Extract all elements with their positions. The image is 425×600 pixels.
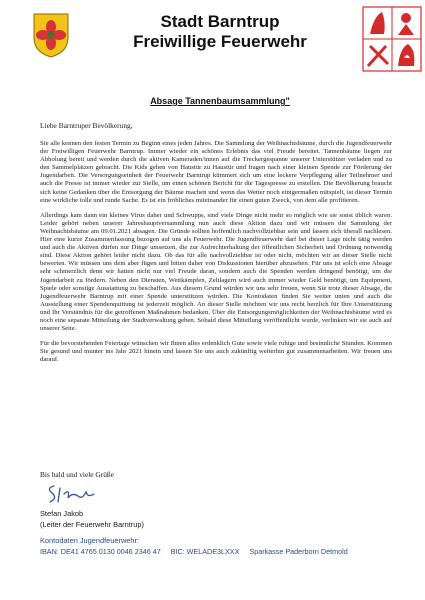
handwritten-signature — [44, 480, 104, 506]
fire-brigade-emblem-icon — [362, 6, 422, 72]
bank-iban: IBAN: DE41 4765 0130 0046 2346 47 — [40, 547, 161, 556]
signer-role: (Leiter der Feuerwehr Barntrup) — [40, 520, 144, 529]
signer-name: Stefan Jakob — [40, 509, 84, 518]
coat-of-arms-icon — [32, 12, 70, 58]
bank-heading: Kontodaten Jugendfeuerwehr: — [40, 536, 140, 545]
letter-body — [40, 140, 392, 371]
letterhead — [0, 0, 425, 78]
bank-bic: BIC: WELADE3LXXX — [170, 547, 240, 556]
paragraph-cancellation: Allerdings kam dann ein kleines Virus daher und Schwupps, sind viele Dinge nicht mehr so möglich wie sie sonst üblich waren. Leider gehört neben unserer Jahreshauptversammlung nun auch diese Aktion dazu und wir müssen die Sammlung der Weihnachtsbäume am 09.01.2021 absagen. Die Gründe sollten hoffentlich nachvollziehbar sein und lassen sich überall nachlesen. Hier eine kurze Zusammenfassung bezogen auf uns als Feuerwehr. Die Jugendfeuerwehr darf bei dieser Lage nicht tätig werden und auch die Aktiven dürfen nur Dinge umsetzen, die zur Aufrechterhaltung der öffentlichen Sicherheit und Ordnung notwendig sind. Diese Aktion gehört leider nicht dazu. Ob das für alle nachvollziehbar ist oder nicht, möchten wir an dieser Stelle nicht bewerten. Wir müssen uns dem aber fügen und bitten daher von Diskussionen hierüber abzusehen. Für uns ist solch eine Absage sehr schmerzlich denn wir hatten nicht nur viel Freude daran, sondern auch die Spenden werden dringend benötigt, um die Jugendarbeit zu fördern. Neben den Diensten, Wettkämpfen, Zeltlagern wird auch immer wieder Geld benötigt, um Equipment, Spiele oder sonstige Ausstattung zu beschaffen. Aus diesem Grund würden wir uns sehr freuen, wenn Sie trotz dieser Absage, die Jugendfeuerwehr Barntrup mit einer Spende unterstützen würden. Die Kontodaten finden Sie weiter unten und auch die Ausstellung einer Spendenquittung ist jederzeit möglich. An dieser Stelle möchten wir uns recht herzlich für Ihre Unterstützung und Ihr Verständnis für die getroffenen Maßnahmen bedanken. Über die Entsorgungsmöglichkeiten der Weihnachtsbäume wird es noch eine separate Mitteilung der Stadtverwaltung geben. Sobald diese Mitteilung veröffentlicht wurde, verlinken wir sie auch auf unserer Seite. — [40, 211, 392, 333]
paragraph-wishes: Für die bevorstehenden Feiertage wünschen wir Ihnen alles erdenklich Gute sowie viele ruhige und besinnliche Stunden. Kommen Sie gesund und munter ins Jahr 2021 hinein und lassen Sie uns auch zukünftig weiterhin gut zusammenarbeiten. Wir freuen uns darauf. — [40, 340, 392, 364]
bank-name: Sparkasse Paderborn Detmold — [249, 547, 348, 556]
letterhead-title: Stadt Barntrup — [160, 12, 280, 31]
letterhead-subtitle: Freiwillige Feuerwehr — [133, 32, 307, 51]
letter-subject: Absage Tannenbaumsammlung" — [150, 96, 290, 106]
paragraph-intro: Sie alle kennen den festen Termin zu Beginn eines jeden Jahres. Die Sammlung der Weihnachtsbäume, durch die Jugendfeuerwehr der Freiwilligen Feuerwehr Barntrup. Immer wieder ein schönes Erlebnis das viel Freude bereitet. Tannenbäume liegen zur Abholung bereit und werden durch die aktiven Kameraden/innen auf die Treckergespanne unserer Unterstützer verladen und zu den Sammelplätzen gebracht. Die Kids gehen von Haustür zu Haustür und fragen nach einer kleinen Spende zur Förderung der Jugendarbeit. Die Versorgungseinheit der Feuerwehr Barntrup kümmert sich um eine leckere Verpflegung aller Teilnehmer und auch die Presse ist immer wieder zur Stelle, um einen schönen Bericht für die Tagespresse zu erstellen. Die Bevölkerung braucht sich keine Gedanken über die Entsorgung der Bäume machen und wenn das Wetter noch einigermaßen mitspielt, ist dieser Termin eine wirkliche tolle und runde Sache. Es ist ein fröhliches miteinander für einen guten Zweck, von dem alle profitieren. — [40, 140, 392, 204]
salutation: Liebe Barntruper Bevölkerung, — [40, 121, 133, 130]
bank-details — [40, 547, 410, 556]
closing-greeting: Bis bald und viele Grüße — [40, 470, 114, 479]
